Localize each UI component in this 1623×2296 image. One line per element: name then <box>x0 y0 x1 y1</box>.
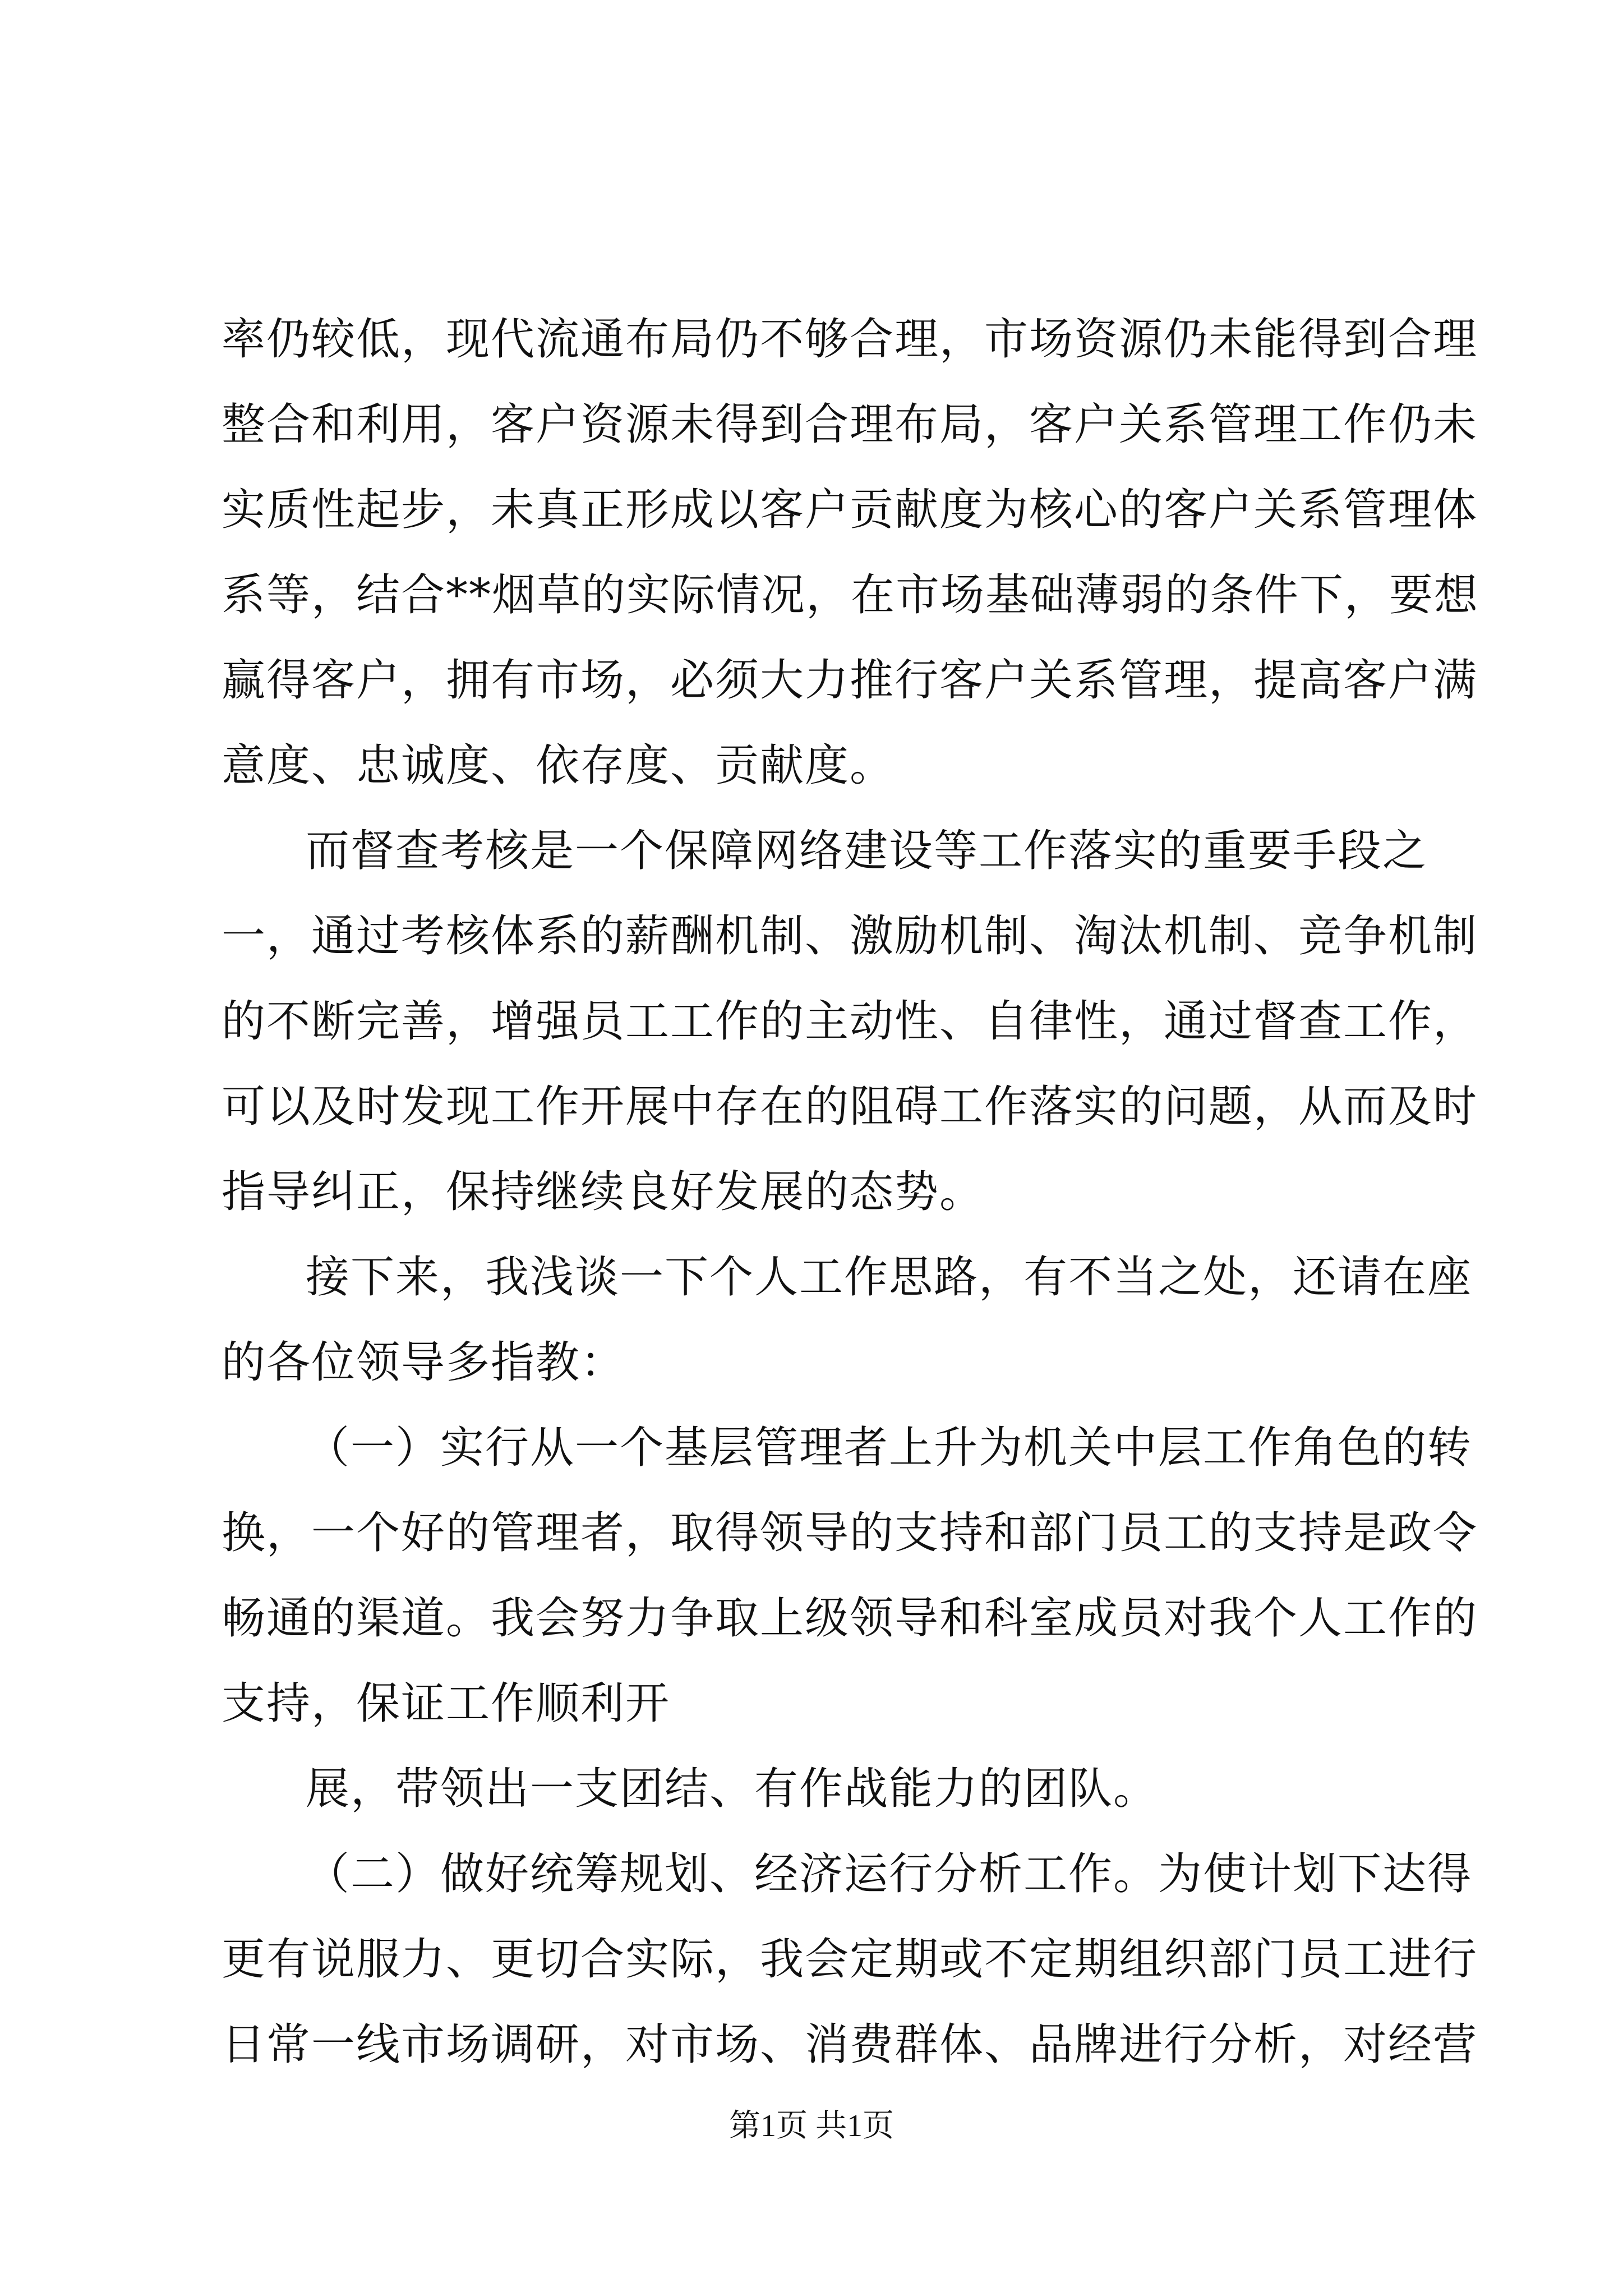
paragraph-line: 换，一个好的管理者，取得领导的支持和部门员工的支持是政令 <box>222 1508 1478 1558</box>
paragraph-line: 畅通的渠道。我会努力争取上级领导和科室成员对我个人工作的 <box>222 1593 1478 1644</box>
paragraph-line: 可以及时发现工作开展中存在的阻碍工作落实的问题，从而及时 <box>222 1082 1478 1132</box>
paragraph-line: 更有说服力、更切合实际，我会定期或不定期组织部门员工进行 <box>222 1934 1478 1985</box>
paragraph-line: 展，带领出一支团结、有作战能力的团队。 <box>306 1764 1159 1814</box>
page-footer: 第1页 共1页 <box>729 2109 894 2143</box>
paragraph-line: 意度、忠诚度、依存度、贡献度。 <box>222 740 895 791</box>
paragraph-line: 的不断完善，增强员工工作的主动性、自律性，通过督查工作， <box>222 996 1478 1047</box>
paragraph-line: （二）做好统筹规划、经济运行分析工作。为使计划下达得 <box>306 1849 1473 1899</box>
paragraph-line: 接下来，我浅谈一下个人工作思路，有不当之处，还请在座 <box>306 1252 1473 1303</box>
paragraph-line: 一，通过考核体系的薪酬机制、激励机制、淘汰机制、竞争机制 <box>222 911 1478 961</box>
paragraph-line: 支持，保证工作顺利开 <box>222 1678 671 1729</box>
paragraph-line: 的各位领导多指教： <box>222 1337 626 1388</box>
paragraph-line: 赢得客户，拥有市场，必须大力推行客户关系管理，提高客户满 <box>222 655 1478 706</box>
paragraph-line: 日常一线市场调研，对市场、消费群体、品牌进行分析，对经营 <box>222 2019 1478 2070</box>
paragraph-line: 率仍较低，现代流通布局仍不够合理，市场资源仍未能得到合理 <box>222 314 1478 365</box>
paragraph-line: 整合和利用，客户资源未得到合理布局，客户关系管理工作仍未 <box>222 399 1478 450</box>
paragraph-line: 系等，结合**烟草的实际情况，在市场基础薄弱的条件下，要想 <box>222 570 1479 620</box>
paragraph-line: （一）实行从一个基层管理者上升为机关中层工作角色的转 <box>306 1423 1473 1473</box>
paragraph-line: 指导纠正，保持继续良好发展的态势。 <box>222 1167 985 1217</box>
paragraph-line: 而督查考核是一个保障网络建设等工作落实的重要手段之 <box>306 826 1428 876</box>
paragraph-line: 实质性起步，未真正形成以客户贡献度为核心的客户关系管理体 <box>222 485 1478 535</box>
